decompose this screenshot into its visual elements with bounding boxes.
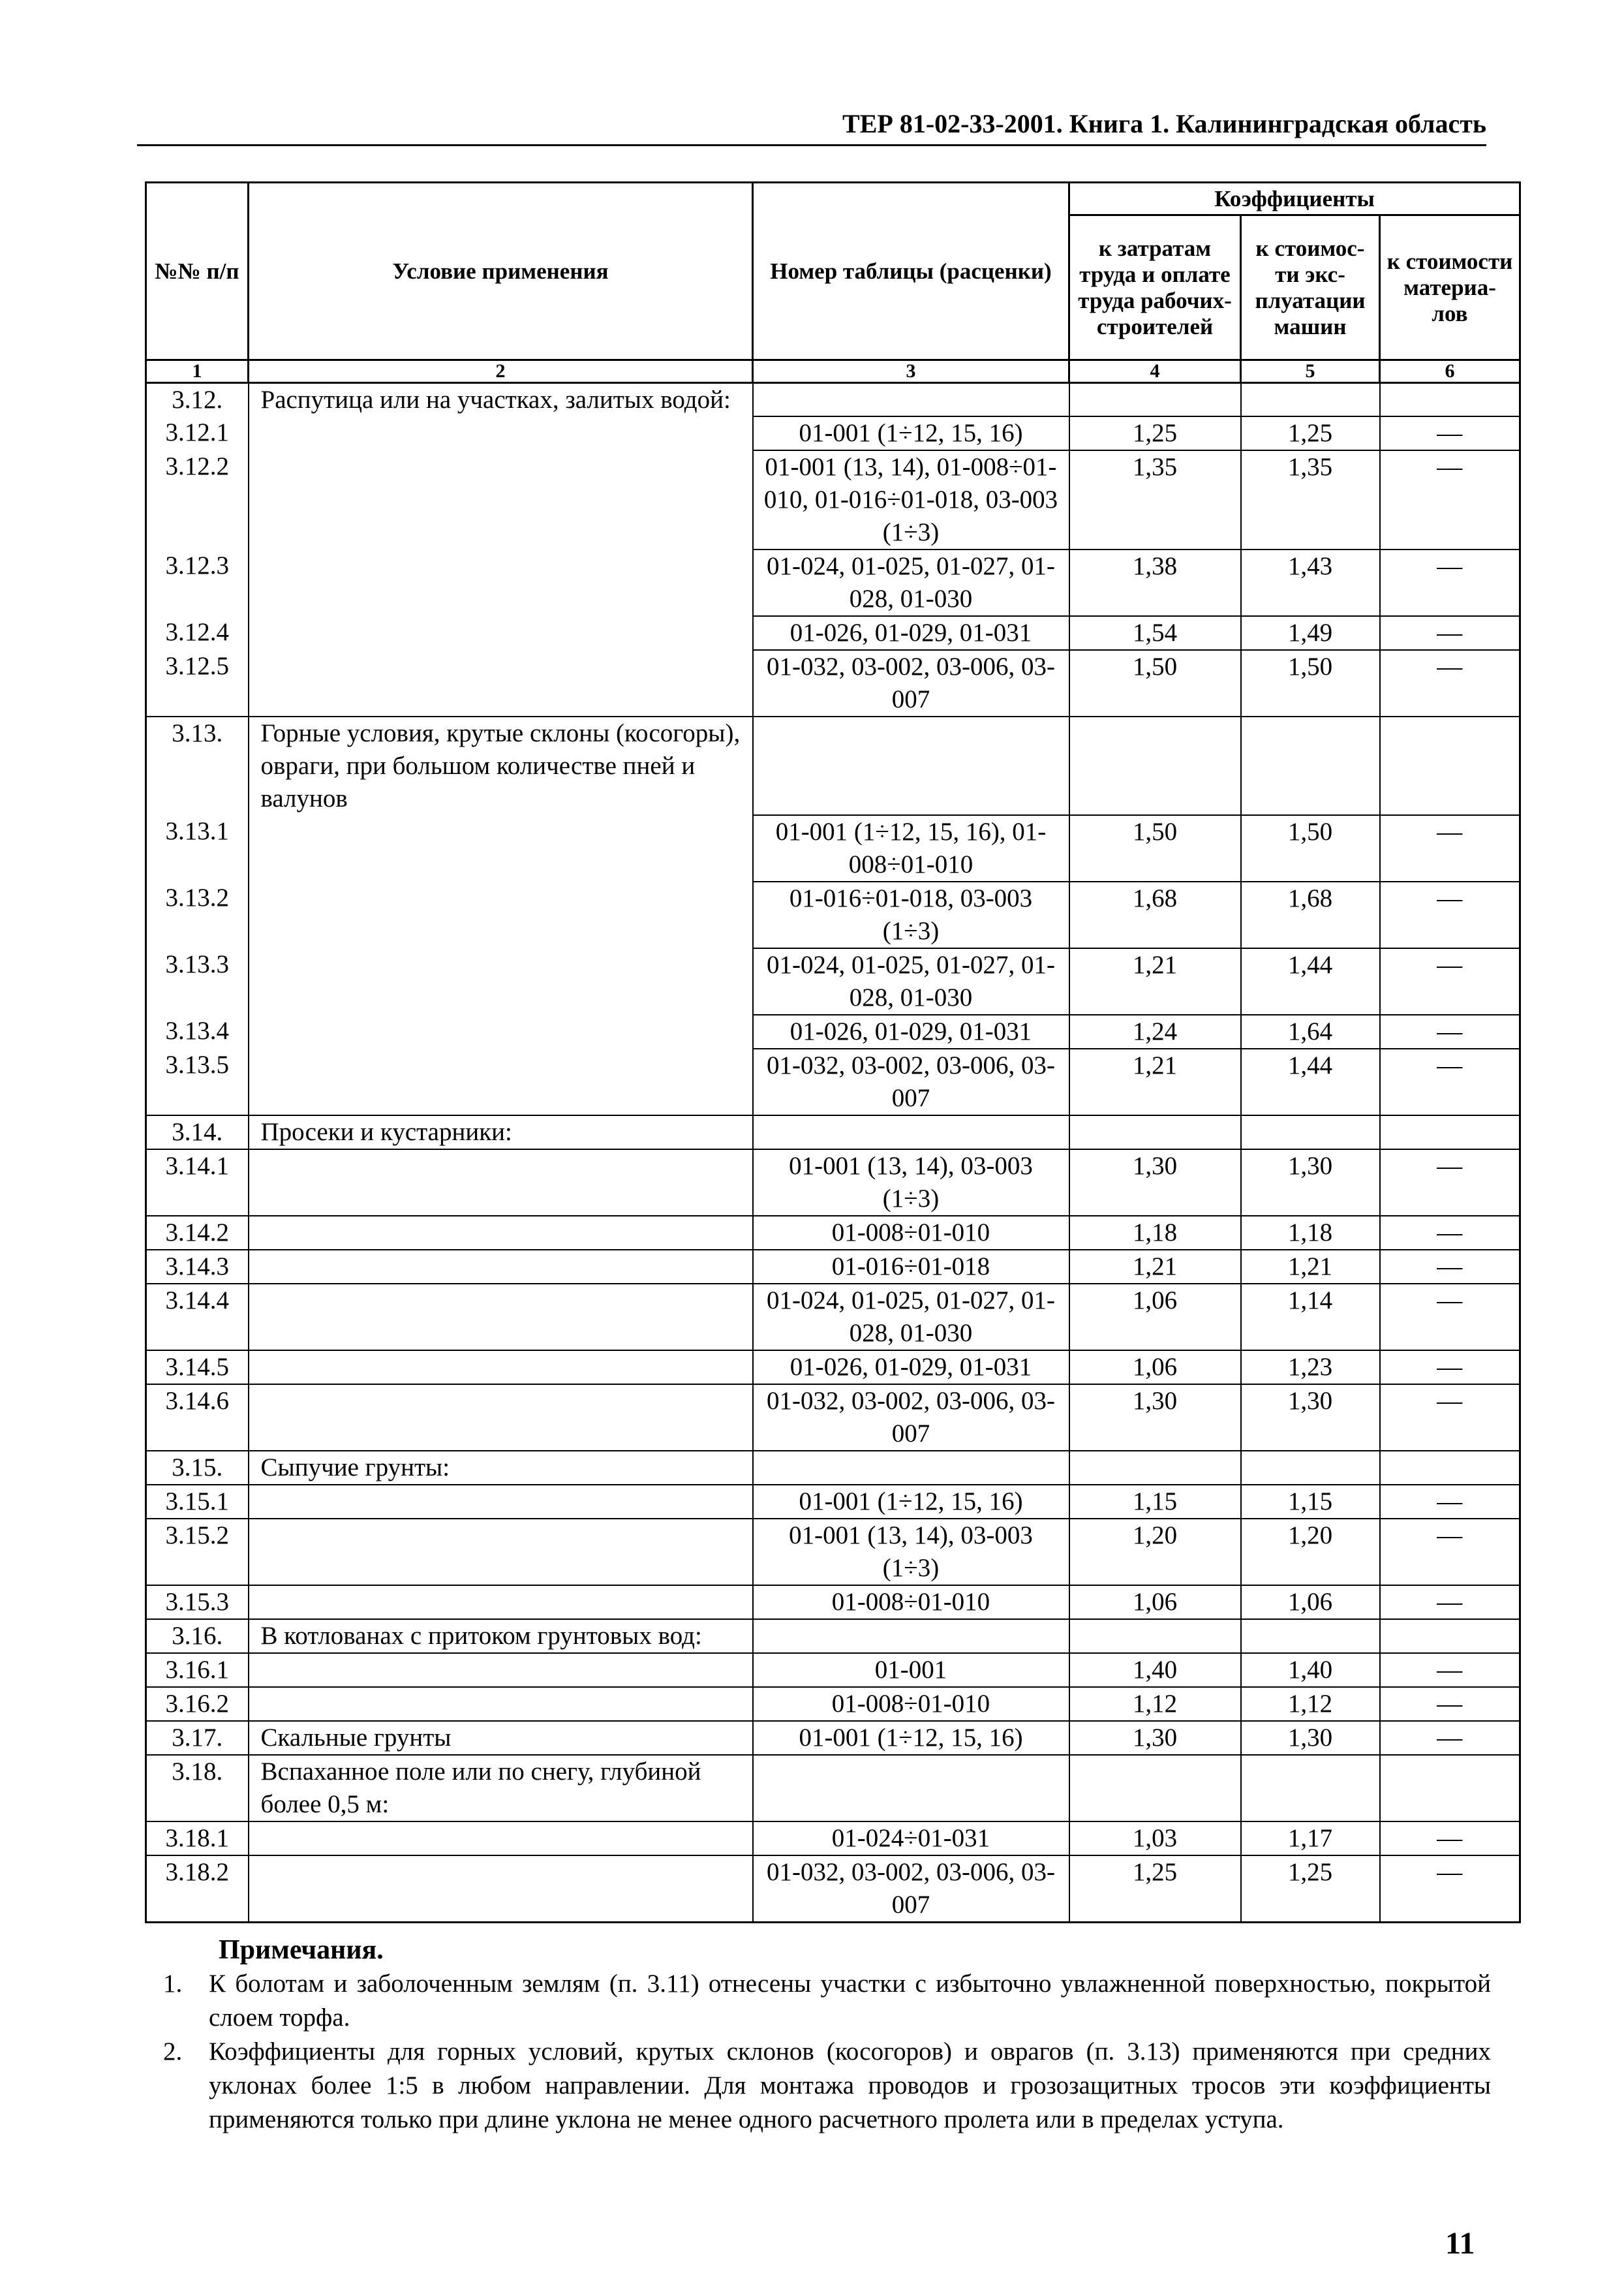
row-labor-coefficient	[1069, 717, 1241, 815]
table-row	[146, 1687, 1520, 1721]
row-condition	[249, 1350, 753, 1384]
col-header-labor: к затратам труда и оплате труда рабочих-строителей	[1069, 215, 1241, 360]
row-machines-coefficient: 1,21	[1241, 1250, 1380, 1284]
row-materials-coefficient: —	[1380, 1284, 1520, 1350]
row-number: 3.13.5	[146, 1049, 249, 1115]
row-machines-coefficient: 1,44	[1241, 1049, 1380, 1115]
table-row	[146, 650, 1520, 717]
row-table-number: 01-008÷01-010	[753, 1687, 1069, 1721]
row-machines-coefficient: 1,64	[1241, 1015, 1380, 1049]
col-header-num: №№ п/п	[146, 183, 249, 360]
table-row	[146, 1250, 1520, 1284]
row-table-number: 01-024, 01-025, 01-027, 01-028, 01-030	[753, 1284, 1069, 1350]
row-labor-coefficient: 1,40	[1069, 1653, 1241, 1687]
row-table-number: 01-032, 03-002, 03-006, 03-007	[753, 1855, 1069, 1923]
row-condition	[249, 1585, 753, 1619]
row-materials-coefficient: —	[1380, 1485, 1520, 1519]
row-table-number: 01-001 (13, 14), 03-003 (1÷3)	[753, 1519, 1069, 1585]
row-condition	[249, 815, 753, 882]
row-condition	[249, 948, 753, 1015]
row-materials-coefficient	[1380, 717, 1520, 815]
row-machines-coefficient: 1,68	[1241, 882, 1380, 948]
row-machines-coefficient	[1241, 383, 1380, 417]
row-table-number	[753, 1115, 1069, 1149]
page-number: 11	[1445, 2226, 1475, 2261]
table-row	[146, 450, 1520, 550]
col-number: 3	[753, 360, 1069, 383]
row-table-number: 01-001 (13, 14), 03-003 (1÷3)	[753, 1149, 1069, 1216]
page-header: ТЕР 81-02-33-2001. Книга 1. Калининградская область	[137, 108, 1486, 146]
row-table-number: 01-008÷01-010	[753, 1216, 1069, 1250]
table-row	[146, 1585, 1520, 1619]
table-row	[146, 1653, 1520, 1687]
table-row	[146, 416, 1520, 450]
row-table-number	[753, 383, 1069, 417]
row-number: 3.14.2	[146, 1216, 249, 1250]
col-header-coefficients: Коэффициенты	[1069, 183, 1520, 215]
row-machines-coefficient: 1,25	[1241, 1855, 1380, 1923]
row-materials-coefficient	[1380, 1451, 1520, 1485]
row-materials-coefficient	[1380, 383, 1520, 417]
row-materials-coefficient: —	[1380, 550, 1520, 616]
row-materials-coefficient: —	[1380, 1519, 1520, 1585]
row-number: 3.13.	[146, 717, 249, 815]
row-materials-coefficient: —	[1380, 416, 1520, 450]
row-machines-coefficient: 1,30	[1241, 1149, 1380, 1216]
row-number: 3.12.4	[146, 616, 249, 650]
table-row	[146, 1451, 1520, 1485]
row-table-number	[753, 717, 1069, 815]
table-row	[146, 717, 1520, 815]
row-number: 3.12.1	[146, 416, 249, 450]
row-labor-coefficient: 1,25	[1069, 1855, 1241, 1923]
row-materials-coefficient: —	[1380, 616, 1520, 650]
row-number: 3.18.2	[146, 1855, 249, 1923]
row-table-number: 01-001 (1÷12, 15, 16)	[753, 416, 1069, 450]
row-labor-coefficient: 1,21	[1069, 1049, 1241, 1115]
row-labor-coefficient: 1,30	[1069, 1721, 1241, 1755]
col-number: 6	[1380, 360, 1520, 383]
row-machines-coefficient: 1,18	[1241, 1216, 1380, 1250]
row-materials-coefficient: —	[1380, 1821, 1520, 1855]
row-condition	[249, 1149, 753, 1216]
row-machines-coefficient: 1,23	[1241, 1350, 1380, 1384]
row-materials-coefficient: —	[1380, 1687, 1520, 1721]
col-number: 1	[146, 360, 249, 383]
row-number: 3.16.	[146, 1619, 249, 1653]
row-labor-coefficient: 1,35	[1069, 450, 1241, 550]
row-number: 3.12.3	[146, 550, 249, 616]
row-condition	[249, 1216, 753, 1250]
row-labor-coefficient: 1,06	[1069, 1585, 1241, 1619]
row-materials-coefficient: —	[1380, 1384, 1520, 1451]
row-table-number: 01-001 (1÷12, 15, 16)	[753, 1721, 1069, 1755]
row-materials-coefficient	[1380, 1619, 1520, 1653]
row-labor-coefficient: 1,68	[1069, 882, 1241, 948]
col-header-table: Номер таблицы (расценки)	[753, 183, 1069, 360]
table-row	[146, 1755, 1520, 1821]
row-table-number	[753, 1755, 1069, 1821]
row-number: 3.18.	[146, 1755, 249, 1821]
row-condition	[249, 1687, 753, 1721]
row-materials-coefficient	[1380, 1115, 1520, 1149]
col-header-condition: Условие применения	[249, 183, 753, 360]
table-row	[146, 1619, 1520, 1653]
row-machines-coefficient: 1,06	[1241, 1585, 1380, 1619]
row-condition: Распутица или на участках, залитых водой:	[249, 383, 753, 417]
row-labor-coefficient: 1,30	[1069, 1384, 1241, 1451]
table-row	[146, 1821, 1520, 1855]
note-text: К болотам и заболоченным землям (п. 3.11) отнесены участки с избыточно увлажненной поверхностью, покрытой слоем торфа.	[209, 1970, 1491, 2032]
table-row	[146, 550, 1520, 616]
row-machines-coefficient: 1,50	[1241, 650, 1380, 717]
note-item	[163, 1967, 1491, 2035]
row-labor-coefficient: 1,15	[1069, 1485, 1241, 1519]
row-condition	[249, 416, 753, 450]
table-row	[146, 1115, 1520, 1149]
row-labor-coefficient: 1,20	[1069, 1519, 1241, 1585]
row-labor-coefficient	[1069, 383, 1241, 417]
row-labor-coefficient: 1,54	[1069, 616, 1241, 650]
row-materials-coefficient	[1380, 1755, 1520, 1821]
row-condition: Скальные грунты	[249, 1721, 753, 1755]
table-row	[146, 383, 1520, 417]
row-number: 3.14.3	[146, 1250, 249, 1284]
row-machines-coefficient: 1,12	[1241, 1687, 1380, 1721]
row-table-number: 01-026, 01-029, 01-031	[753, 616, 1069, 650]
row-condition	[249, 1821, 753, 1855]
row-number: 3.13.4	[146, 1015, 249, 1049]
row-labor-coefficient: 1,03	[1069, 1821, 1241, 1855]
row-materials-coefficient: —	[1380, 650, 1520, 717]
row-number: 3.12.5	[146, 650, 249, 717]
row-machines-coefficient: 1,20	[1241, 1519, 1380, 1585]
row-condition	[249, 650, 753, 717]
row-condition	[249, 1250, 753, 1284]
row-labor-coefficient	[1069, 1115, 1241, 1149]
row-machines-coefficient: 1,30	[1241, 1384, 1380, 1451]
row-number: 3.13.1	[146, 815, 249, 882]
col-number: 4	[1069, 360, 1241, 383]
row-condition	[249, 1284, 753, 1350]
col-header-materials: к стоимости материа-лов	[1380, 215, 1520, 360]
row-labor-coefficient: 1,25	[1069, 416, 1241, 450]
row-labor-coefficient: 1,21	[1069, 1250, 1241, 1284]
row-table-number: 01-032, 03-002, 03-006, 03-007	[753, 650, 1069, 717]
table-row	[146, 948, 1520, 1015]
notes-title: Примечания.	[219, 1935, 384, 1965]
row-materials-coefficient: —	[1380, 1216, 1520, 1250]
row-number: 3.14.	[146, 1115, 249, 1149]
notes-section	[163, 1933, 1491, 2137]
row-labor-coefficient: 1,06	[1069, 1284, 1241, 1350]
table-row	[146, 1049, 1520, 1115]
row-machines-coefficient: 1,17	[1241, 1821, 1380, 1855]
row-materials-coefficient: —	[1380, 948, 1520, 1015]
row-machines-coefficient: 1,50	[1241, 815, 1380, 882]
row-number: 3.13.3	[146, 948, 249, 1015]
row-condition	[249, 1485, 753, 1519]
row-number: 3.17.	[146, 1721, 249, 1755]
row-number: 3.18.1	[146, 1821, 249, 1855]
row-machines-coefficient: 1,43	[1241, 550, 1380, 616]
row-machines-coefficient: 1,30	[1241, 1721, 1380, 1755]
row-condition	[249, 450, 753, 550]
row-table-number	[753, 1451, 1069, 1485]
row-materials-coefficient: —	[1380, 1049, 1520, 1115]
row-materials-coefficient: —	[1380, 1721, 1520, 1755]
row-number: 3.13.2	[146, 882, 249, 948]
row-condition	[249, 1653, 753, 1687]
row-condition	[249, 1519, 753, 1585]
row-table-number	[753, 1619, 1069, 1653]
row-number: 3.15.1	[146, 1485, 249, 1519]
row-materials-coefficient: —	[1380, 1855, 1520, 1923]
row-condition: В котлованах с притоком грунтовых вод:	[249, 1619, 753, 1653]
row-condition	[249, 1855, 753, 1923]
row-condition	[249, 1015, 753, 1049]
row-labor-coefficient: 1,06	[1069, 1350, 1241, 1384]
row-materials-coefficient: —	[1380, 1585, 1520, 1619]
row-table-number: 01-001 (13, 14), 01-008÷01-010, 01-016÷01-018, 03-003 (1÷3)	[753, 450, 1069, 550]
row-table-number: 01-024, 01-025, 01-027, 01-028, 01-030	[753, 948, 1069, 1015]
row-condition	[249, 1384, 753, 1451]
table-row	[146, 815, 1520, 882]
row-condition: Просеки и кустарники:	[249, 1115, 753, 1149]
row-labor-coefficient: 1,38	[1069, 550, 1241, 616]
table-row	[146, 1350, 1520, 1384]
row-materials-coefficient: —	[1380, 1149, 1520, 1216]
row-machines-coefficient: 1,44	[1241, 948, 1380, 1015]
row-materials-coefficient: —	[1380, 1015, 1520, 1049]
row-machines-coefficient: 1,25	[1241, 416, 1380, 450]
row-materials-coefficient: —	[1380, 882, 1520, 948]
row-labor-coefficient: 1,50	[1069, 650, 1241, 717]
note-number: 1.	[163, 1970, 183, 1998]
row-materials-coefficient: —	[1380, 1653, 1520, 1687]
table-row	[146, 1855, 1520, 1923]
row-number: 3.15.	[146, 1451, 249, 1485]
table-row	[146, 1149, 1520, 1216]
row-table-number: 01-001 (1÷12, 15, 16)	[753, 1485, 1069, 1519]
row-number: 3.16.1	[146, 1653, 249, 1687]
note-text: Коэффициенты для горных условий, крутых склонов (косогоров) и оврагов (п. 3.13) применяются при средних уклонах более 1:5 в любом направлении. Для монтажа проводов и грозозащитных тросов эти коэффициенты применяются только при длине уклона не менее одного расчетного пролета или в пределах уступа.	[209, 2037, 1491, 2133]
row-table-number: 01-026, 01-029, 01-031	[753, 1015, 1069, 1049]
table-row	[146, 1216, 1520, 1250]
row-machines-coefficient	[1241, 1619, 1380, 1653]
row-materials-coefficient: —	[1380, 1350, 1520, 1384]
row-labor-coefficient: 1,50	[1069, 815, 1241, 882]
col-number: 2	[249, 360, 753, 383]
row-table-number: 01-001 (1÷12, 15, 16), 01-008÷01-010	[753, 815, 1069, 882]
table-body	[146, 383, 1520, 1923]
coefficients-table	[145, 181, 1521, 1923]
row-table-number: 01-001	[753, 1653, 1069, 1687]
row-machines-coefficient: 1,35	[1241, 450, 1380, 550]
row-labor-coefficient	[1069, 1451, 1241, 1485]
row-machines-coefficient: 1,14	[1241, 1284, 1380, 1350]
row-table-number: 01-016÷01-018, 03-003 (1÷3)	[753, 882, 1069, 948]
row-labor-coefficient: 1,24	[1069, 1015, 1241, 1049]
col-number: 5	[1241, 360, 1380, 383]
row-table-number: 01-016÷01-018	[753, 1250, 1069, 1284]
row-condition	[249, 550, 753, 616]
row-labor-coefficient: 1,30	[1069, 1149, 1241, 1216]
table-row	[146, 1519, 1520, 1585]
row-labor-coefficient	[1069, 1755, 1241, 1821]
table-row	[146, 616, 1520, 650]
row-machines-coefficient	[1241, 1115, 1380, 1149]
row-number: 3.15.3	[146, 1585, 249, 1619]
row-number: 3.12.2	[146, 450, 249, 550]
column-number-row	[146, 360, 1520, 383]
row-materials-coefficient: —	[1380, 1250, 1520, 1284]
table-row	[146, 1485, 1520, 1519]
row-condition	[249, 1049, 753, 1115]
row-table-number: 01-032, 03-002, 03-006, 03-007	[753, 1384, 1069, 1451]
row-labor-coefficient: 1,18	[1069, 1216, 1241, 1250]
row-condition: Горные условия, крутые склоны (косогоры), овраги, при большом количестве пней и валунов	[249, 717, 753, 815]
row-table-number: 01-024÷01-031	[753, 1821, 1069, 1855]
table-row	[146, 1284, 1520, 1350]
row-number: 3.16.2	[146, 1687, 249, 1721]
row-labor-coefficient: 1,21	[1069, 948, 1241, 1015]
row-labor-coefficient: 1,12	[1069, 1687, 1241, 1721]
row-number: 3.14.1	[146, 1149, 249, 1216]
row-table-number: 01-026, 01-029, 01-031	[753, 1350, 1069, 1384]
row-machines-coefficient	[1241, 717, 1380, 815]
table-row	[146, 1384, 1520, 1451]
row-condition: Вспаханное поле или по снегу, глубиной более 0,5 м:	[249, 1755, 753, 1821]
row-table-number: 01-032, 03-002, 03-006, 03-007	[753, 1049, 1069, 1115]
col-header-machines: к стоимос-ти экс-плуатации машин	[1241, 215, 1380, 360]
row-machines-coefficient	[1241, 1755, 1380, 1821]
row-labor-coefficient	[1069, 1619, 1241, 1653]
row-materials-coefficient: —	[1380, 815, 1520, 882]
table-row	[146, 1721, 1520, 1755]
row-number: 3.14.4	[146, 1284, 249, 1350]
row-number: 3.14.5	[146, 1350, 249, 1384]
row-number: 3.14.6	[146, 1384, 249, 1451]
row-condition: Сыпучие грунты:	[249, 1451, 753, 1485]
row-machines-coefficient	[1241, 1451, 1380, 1485]
row-number: 3.15.2	[146, 1519, 249, 1585]
row-condition	[249, 616, 753, 650]
row-number: 3.12.	[146, 383, 249, 417]
row-table-number: 01-008÷01-010	[753, 1585, 1069, 1619]
table-row	[146, 882, 1520, 948]
row-materials-coefficient: —	[1380, 450, 1520, 550]
row-machines-coefficient: 1,49	[1241, 616, 1380, 650]
row-machines-coefficient: 1,15	[1241, 1485, 1380, 1519]
note-item	[163, 2035, 1491, 2137]
table-row	[146, 1015, 1520, 1049]
row-table-number: 01-024, 01-025, 01-027, 01-028, 01-030	[753, 550, 1069, 616]
note-number: 2.	[163, 2037, 183, 2066]
row-condition	[249, 882, 753, 948]
row-machines-coefficient: 1,40	[1241, 1653, 1380, 1687]
